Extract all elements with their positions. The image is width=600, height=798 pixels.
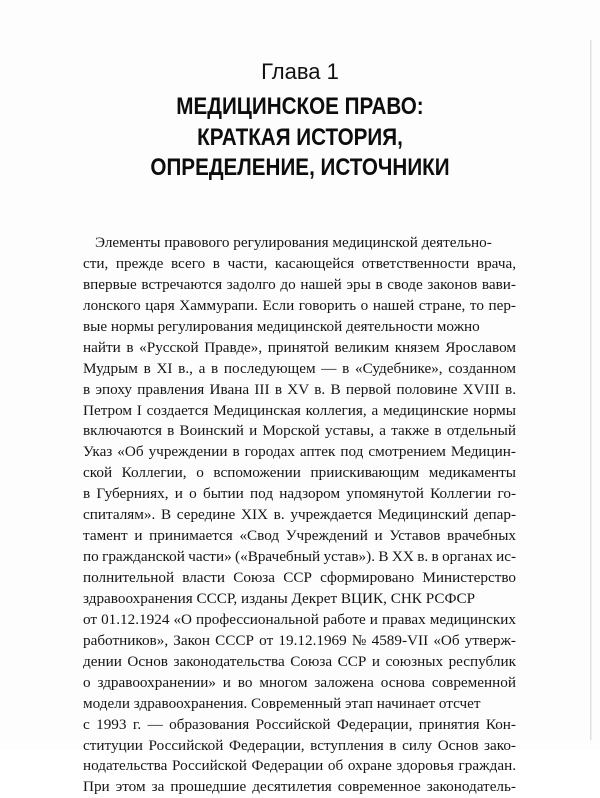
text-line: модели здравоохранения. Современный этап начинает отсчет bbox=[83, 694, 481, 712]
text-line: сти, прежде всего в части, касающейся ответственности врача, bbox=[83, 254, 516, 272]
text-line: нодательства Российской Федерации об охране здоровья граждан. bbox=[83, 757, 516, 775]
body-paragraph bbox=[83, 233, 516, 798]
text-line: тамент и принимается «Свод Учреждений и Уставов врачебных bbox=[83, 527, 516, 545]
text-line: работников», Закон СССР от 19.12.1969 № 4589-VII «Об утверж- bbox=[83, 631, 516, 649]
text-line: спиталям». В середине XIX в. учреждается Медицинский депар- bbox=[83, 506, 516, 524]
text-line: ституции Российской Федерации, вступления в силу Основ зако- bbox=[83, 736, 516, 754]
text-line: здравоохранения СССР, изданы Декрет ВЦИК, СНК РСФСР bbox=[83, 589, 476, 607]
text-line: впервые встречаются задолго до нашей эры в своде законов вави- bbox=[83, 275, 516, 293]
chapter-title-line: КРАТКАЯ ИСТОРИЯ, bbox=[197, 123, 403, 151]
text-line: ской Коллегии, о вспоможении приискивающим медикаменты bbox=[83, 464, 516, 482]
chapter-title bbox=[42, 92, 558, 184]
text-line: дении Основ законодательства Союза ССР и союзных республик bbox=[83, 652, 516, 670]
text-line: Петром I создается Медицинская коллегия, а медицинские нормы bbox=[83, 401, 516, 419]
text-line: Элементы правового регулирования медицинской деятельно- bbox=[95, 234, 492, 251]
chapter-title-line: МЕДИЦИНСКОЕ ПРАВО: bbox=[176, 93, 424, 120]
text-line: по гражданской части» («Врачебный устав»). В XX в. в органах ис- bbox=[83, 548, 516, 566]
text-line: лонского царя Хаммурапи. Если говорить о нашей стране, то пер- bbox=[83, 296, 516, 314]
text-line: с 1993 г. — образования Российской Федерации, принятия Кон- bbox=[83, 715, 516, 733]
chapter-title-line: ОПРЕДЕЛЕНИЕ, ИСТОЧНИКИ bbox=[150, 154, 450, 181]
text-line: Указ «Об учреждении в городах аптек под смотрением Медицин- bbox=[83, 443, 516, 461]
text-line: вые нормы регулирования медицинской деятельности можно bbox=[83, 317, 480, 335]
chapter-label: Глава 1 bbox=[261, 59, 339, 84]
text-line: в Губерниях, и о бытии под надзором упомянутой Коллегии го- bbox=[83, 485, 516, 503]
text-line: полнительной власти Союза ССР сформировано Министерство bbox=[83, 569, 516, 586]
text-line: о здравоохранении» и во многом заложена основа современной bbox=[83, 673, 516, 691]
text-line: от 01.12.1924 «О профессиональной работе и правах медицинских bbox=[83, 610, 516, 628]
text-line: в эпоху правления Ивана III в XV в. В первой половине XVIII в. bbox=[83, 380, 516, 398]
text-line: включаются в Воинский и Морской уставы, а также в отдельный bbox=[83, 422, 516, 440]
text-line: найти в «Русской Правде», принятой великим князем Ярославом bbox=[83, 338, 516, 356]
page-edge-shadow bbox=[590, 40, 592, 740]
text-line: При этом за прошедшие десятилетия современное законодатель- bbox=[83, 778, 516, 796]
text-line: Мудрым в XI в., а в последующем — в «Судебнике», созданном bbox=[83, 359, 516, 377]
